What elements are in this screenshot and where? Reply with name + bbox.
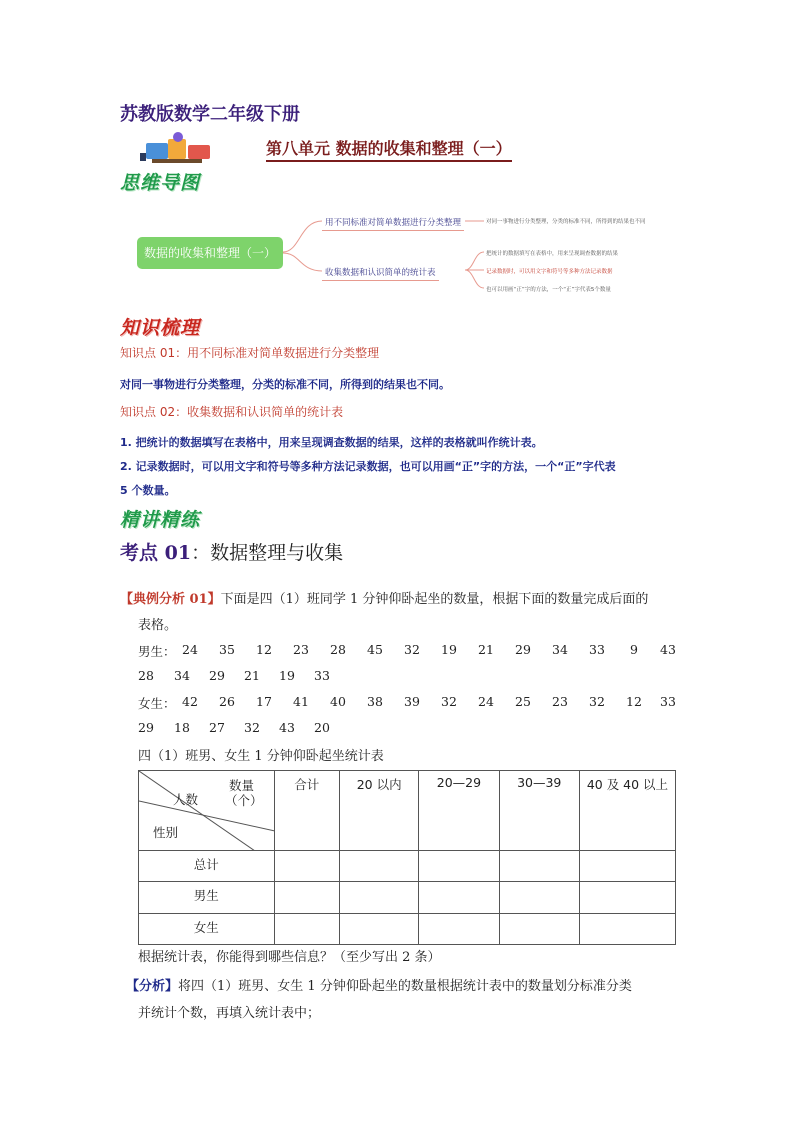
data-value: 32 <box>404 642 420 657</box>
data-value: 39 <box>404 694 420 709</box>
data-value: 25 <box>515 694 531 709</box>
table-cell[interactable] <box>499 851 579 882</box>
data-value: 35 <box>219 642 235 657</box>
column-header: 20 以内 <box>340 771 419 851</box>
unit-title: 第八单元 数据的收集和整理（一） <box>266 136 512 162</box>
data-value: 33 <box>660 694 676 709</box>
data-value: 29 <box>209 668 225 683</box>
analysis-text: 将四（1）班男、女生 1 分钟仰卧起坐的数量根据统计表中的数量划分标准分类 <box>178 979 632 994</box>
column-header: 20—29 <box>419 771 499 851</box>
table-cell[interactable] <box>340 882 419 914</box>
table-row <box>139 882 676 914</box>
table-row <box>139 914 676 945</box>
analysis-tag: 【分析】 <box>126 979 179 994</box>
mindmap-root-node: 数据的收集和整理（一） <box>137 237 283 269</box>
row-header: 男生 <box>139 882 275 914</box>
table-cell[interactable] <box>274 882 339 914</box>
practice-section-title: 精讲精练 <box>120 509 201 531</box>
data-value: 20 <box>314 720 330 735</box>
corner-gender-label: 性别 <box>153 825 179 840</box>
mindmap-section-title: 思维导图 <box>120 172 201 194</box>
mindmap-leaf: 把统计的数据填写在表格中，用来呈现调查数据的结果 <box>486 251 619 257</box>
knowledge-point-2-line: 2. 记录数据时，可以用文字和符号等多种方法记录数据，也可以用画“正”字的方法，一个“正”字代表 <box>120 460 616 473</box>
data-value: 19 <box>441 642 457 657</box>
data-value: 24 <box>182 642 198 657</box>
data-value: 23 <box>552 694 568 709</box>
kaodian-heading <box>120 538 343 565</box>
table-cell[interactable] <box>419 914 499 945</box>
data-value: 24 <box>478 694 494 709</box>
data-value: 17 <box>256 694 272 709</box>
knowledge-section-title: 知识梳理 <box>120 317 201 339</box>
data-value: 38 <box>367 694 383 709</box>
books-illustration-icon <box>138 129 218 169</box>
data-value: 9 <box>630 642 638 657</box>
data-value: 32 <box>589 694 605 709</box>
boys-data-row-2 <box>138 668 678 688</box>
table-cell[interactable] <box>340 851 419 882</box>
analysis-line-cont: 并统计个数，再填入统计表中； <box>138 1006 321 1021</box>
table-cell[interactable] <box>419 882 499 914</box>
boys-data-row-1 <box>138 642 678 662</box>
row-header: 总计 <box>139 851 275 882</box>
question-text: 根据统计表，你能得到哪些信息？（至少写出 2 条） <box>138 950 441 965</box>
data-value: 28 <box>330 642 346 657</box>
data-value: 43 <box>279 720 295 735</box>
book-title: 苏教版数学二年级下册 <box>120 104 300 125</box>
example-intro <box>120 588 648 607</box>
column-header: 30—39 <box>499 771 579 851</box>
mindmap-leaf: 也可以用画“正”字的方法，一个“正”字代表5个数量 <box>486 287 611 293</box>
data-value: 42 <box>182 694 198 709</box>
data-value: 33 <box>589 642 605 657</box>
data-value: 12 <box>626 694 642 709</box>
table-cell[interactable] <box>579 914 675 945</box>
table-cell[interactable] <box>579 882 675 914</box>
knowledge-point-2-title: 知识点 02：收集数据和认识简单的统计表 <box>120 405 344 419</box>
data-value: 34 <box>174 668 190 683</box>
table-cell[interactable] <box>274 914 339 945</box>
data-value: 41 <box>293 694 309 709</box>
corner-people-label: 人数 <box>173 792 199 807</box>
data-value: 29 <box>515 642 531 657</box>
data-value: 26 <box>219 694 235 709</box>
table-cell[interactable] <box>499 882 579 914</box>
example-tag: 【典例分析 01】 <box>120 592 221 607</box>
corner-unit-label: （个） <box>225 793 263 808</box>
column-header: 合计 <box>274 771 339 851</box>
table-row <box>139 851 676 882</box>
knowledge-point-2-line: 5 个数量。 <box>120 484 176 497</box>
table-cell[interactable] <box>340 914 419 945</box>
example-text-cont: 表格。 <box>138 618 178 633</box>
data-value: 19 <box>279 668 295 683</box>
mindmap-branch-1: 用不同标准对简单数据进行分类整理 <box>322 216 464 231</box>
girls-label: 女生： <box>138 696 176 711</box>
data-value: 32 <box>244 720 260 735</box>
girls-data-row-1 <box>138 694 678 714</box>
data-value: 23 <box>293 642 309 657</box>
data-value: 45 <box>367 642 383 657</box>
table-cell[interactable] <box>579 851 675 882</box>
knowledge-point-1-text: 对同一事物进行分类整理，分类的标准不同，所得到的结果也不同。 <box>120 378 450 391</box>
mindmap-leaf: 对同一事物进行分类整理，分类的标准不同，所得到的结果也不同 <box>486 219 646 225</box>
boys-label: 男生： <box>138 644 176 659</box>
data-value: 28 <box>138 668 154 683</box>
column-header: 40 及 40 以上 <box>579 771 675 851</box>
data-value: 33 <box>314 668 330 683</box>
knowledge-point-1-title: 知识点 01：用不同标准对简单数据进行分类整理 <box>120 346 380 360</box>
knowledge-point-2-line: 1. 把统计的数据填写在表格中，用来呈现调查数据的结果，这样的表格就叫作统计表。 <box>120 436 543 449</box>
table-caption: 四（1）班男、女生 1 分钟仰卧起坐统计表 <box>138 749 384 764</box>
data-value: 34 <box>552 642 568 657</box>
mindmap-leaf: 记录数据时，可以用文字和符号等多种方法记录数据 <box>486 269 613 275</box>
girls-data-row-2 <box>138 720 678 740</box>
data-value: 18 <box>174 720 190 735</box>
table-cell[interactable] <box>499 914 579 945</box>
data-value: 12 <box>256 642 272 657</box>
table-cell[interactable] <box>274 851 339 882</box>
data-value: 43 <box>660 642 676 657</box>
corner-qty-label: 数量 <box>229 778 255 793</box>
row-header: 女生 <box>139 914 275 945</box>
kaodian-number: 考点 01 <box>120 542 192 564</box>
data-value: 40 <box>330 694 346 709</box>
analysis-line <box>126 975 632 994</box>
statistics-table <box>138 770 676 945</box>
data-value: 29 <box>138 720 154 735</box>
table-corner-cell <box>139 771 275 851</box>
table-cell[interactable] <box>419 851 499 882</box>
data-value: 21 <box>244 668 260 683</box>
data-value: 21 <box>478 642 494 657</box>
mindmap-branch-2: 收集数据和认识简单的统计表 <box>322 266 439 281</box>
data-value: 27 <box>209 720 225 735</box>
data-value: 32 <box>441 694 457 709</box>
kaodian-text: ：数据整理与收集 <box>191 542 344 564</box>
table-header-row <box>139 771 676 851</box>
example-text: 下面是四（1）班同学 1 分钟仰卧起坐的数量，根据下面的数量完成后面的 <box>220 592 649 607</box>
